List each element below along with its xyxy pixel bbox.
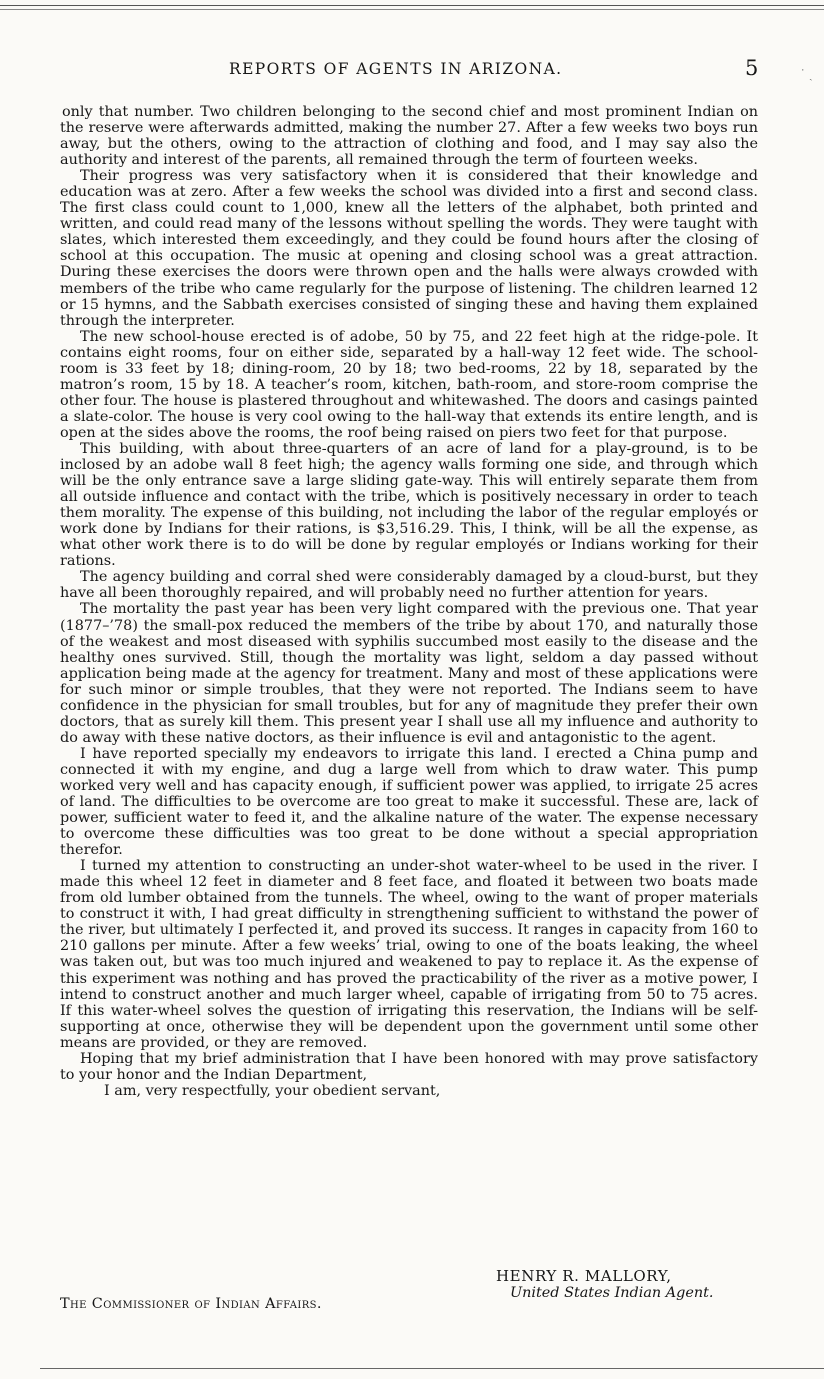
signature-name: HENRY R. MALLORY, xyxy=(496,1267,672,1285)
paragraph-mortality: The mortality the past year has been very light compared with the previous one. That year (1877–’78) the small-pox reduced the members of the tribe by about 170, and naturally those of the weakest and most diseased with syphilis succumbed most easily to the disease and the healthy ones survived. Still, though the mortality was light, seldom a day passed without application being made at the agency for treatment. Many and most of these applications were for such minor or simple troubles, that they were not reported. The Indians seem to have confidence in the physician for small troubles, but for any of magnitude they prefer their own doctors, that as surely kill them. This present year I shall use all my influence and authority to do away with these native doctors, as their influence is evil and antagonistic to the agent. xyxy=(60,601,758,746)
paragraph-water-wheel: I turned my attention to constructing an under-shot water-wheel to be used in the river. I made this wheel 12 feet in diameter and 8 feet face, and floated it between two boats made from old lumber obtained from the tunnels. The wheel, owing to the want of proper materials to construct it with, I had great difficulty in strengthening sufficient to withstand the power of the river, but ultimately I perfected it, and proved its success. It ranges in capacity from 160 to 210 gallons per minute. After a few weeks’ trial, owing to one of the boats leaking, the wheel was taken out, but was too much injured and weakened to pay to replace it. As the expense of this experiment was nothing and has proved the practicability of the river as a motive power, I intend to construct another and much larger wheel, capable of irrigating from 50 to 75 acres. If this water-wheel solves the question of irrigating this reservation, the Indians will be self-supporting at once, otherwise they will be dependent upon the government until some other means are provided, or they are removed. xyxy=(60,858,758,1051)
paragraph-irrigation-pump: I have reported specially my endeavors to irrigate this land. I erected a China pump and connected it with my engine, and dug a large well from which to draw water. This pump worked very well and has capacity enough, if sufficient power was applied, to irrigate 25 acres of land. The difficulties to be overcome are too great to make it successful. These are, lack of power, sufficient water to feed it, and the alkaline nature of the water. The expense necessary to overcome these difficulties was too great to be done without a special appropriation therefor. xyxy=(60,745,758,859)
running-head: REPORTS OF AGENTS IN ARIZONA. xyxy=(229,60,563,78)
paragraph-cloud-burst: The agency building and corral shed were considerably damaged by a cloud-burst, but they have all been thoroughly repaired, and will probably need no further attention for years. xyxy=(60,569,758,602)
signature-title: United States Indian Agent. xyxy=(510,1285,714,1301)
paragraph-valediction: I am, very respectfully, your obedient servant, xyxy=(104,1082,441,1099)
page-number: 5 xyxy=(745,56,759,80)
top-rule-secondary xyxy=(0,9,824,10)
paragraph-continuation: only that number. Two children belonging to the second chief and most prominent Indian on the reserve were afterwards admitted, making the number 27. After a few weeks two boys run away, but the others, owing to the attraction of clothing and food, and I may say also the authority and interest of the parents, all remained through the term of fourteen weeks. xyxy=(60,104,758,169)
paragraph-progress: Their progress was very satisfactory when it is considered that their knowledge and education was at zero. After a few weeks the school was divided into a first and second class. The first class could count to 1,000, knew all the letters of the alphabet, both printed and written, and could read many of the lessons without spelling the words. They were taught with slates, which interested them exceedingly, and they could be found hours after the closing of school at this occupation. The music at opening and closing school was a great attraction. During these exercises the doors were thrown open and the halls were always crowded with members of the tribe who came regularly for the purpose of listening. The children learned 12 or 15 hymns, and the Sabbath exercises consisted of singing these and having them explained through the interpreter. xyxy=(60,168,758,329)
bottom-rule xyxy=(40,1368,824,1369)
top-rule xyxy=(0,5,824,6)
paragraph-school-house: The new school-house erected is of adobe, 50 by 75, and 22 feet high at the ridge-pole. It contains eight rooms, four on either side, separated by a hall-way 12 feet wide. The school-room is 33 feet by 18; dining-room, 20 by 18; two bed-rooms, 22 by 18, separated by the matron’s room, 15 by 18. A teacher’s room, kitchen, bath-room, and store-room comprise the other four. The house is plastered throughout and whitewashed. The doors and casings painted a slate-color. The house is very cool owing to the hall-way that extends its entire length, and is open at the sides above the rooms, the roof being raised on piers two feet for that purpose. xyxy=(60,328,758,441)
paragraph-closing: Hoping that my brief administration that I have been honored with may prove satisfactory to your honor and the Indian Department, xyxy=(60,1050,758,1083)
body-text xyxy=(60,104,758,1099)
margin-mark: ˙ ˎ xyxy=(800,68,813,81)
addressee: The Commissioner of Indian Affairs. xyxy=(60,1296,322,1312)
paragraph-building-expense: This building, with about three-quarters of an acre of land for a play-ground, is to be inclosed by an adobe wall 8 feet high; the agency walls forming one side, and through which will be the only entrance save a large sliding gate-way. This will entirely separate them from all outside influence and contact with the tribe, which is positively necessary in order to teach them morality. The expense of this building, not including the labor of the regular employés or work done by Indians for their rations, is $3,516.29. This, I think, will be all the expense, as what other work there is to do will be done by regular employés or Indians working for their rations. xyxy=(60,440,758,570)
